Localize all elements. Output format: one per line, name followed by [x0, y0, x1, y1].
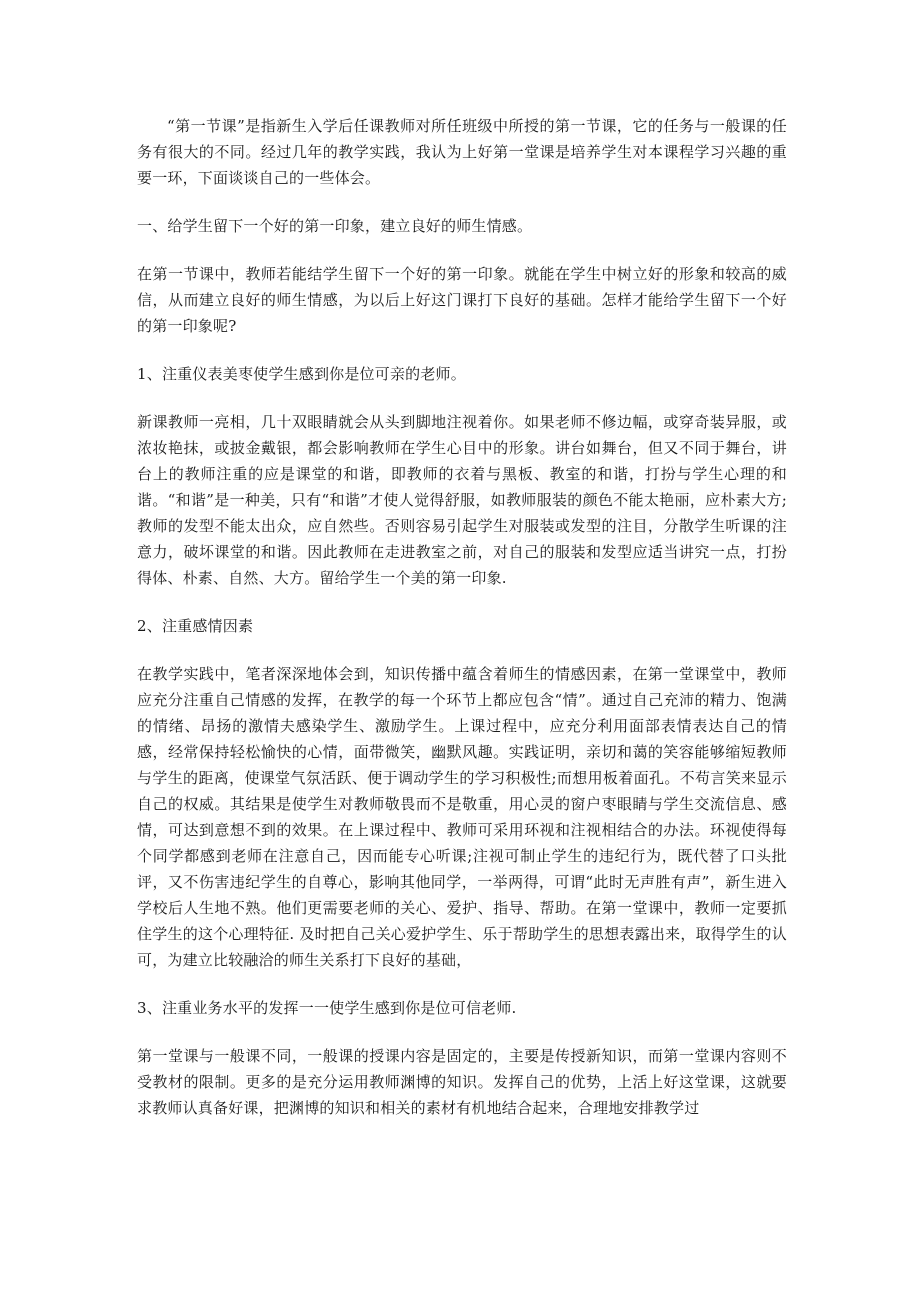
subheading-3: 3、注重业务水平的发挥一一使学生感到你是位可信老师.: [137, 999, 517, 1017]
subheading-2: 2、注重感情因素: [137, 617, 254, 635]
subsection-3-paragraph: 第一堂课与一般课不同，一般课的授课内容是固定的，主要是传授新知识，而第一堂课内容则不受教材的限制。更多的是充分运用教师渊博的知识。发挥自己的优势，上活上好这堂课，这就要求教师认真备好课，把渊博的知识和相关的素材有机地结合起来，合理地安排教学过: [137, 1047, 787, 1117]
subsection-2-paragraph: 在教学实践中，笔者深深地体会到，知识传播中蕴含着师生的情感因素，在第一堂课堂中，教师应充分注重自己情感的发挥，在教学的每一个环节上都应包含“情”。通过自己充沛的精力、饱满的情绪、昂扬的激情夫感染学生、激励学生。上课过程中，应充分利用面部表情表达自己的情感，经常保持轻松愉快的心情，面带微笑，幽默风趣。实践证明，亲切和蔼的笑容能够缩短教师与学生的距离，使课堂气氛活跃、便于调动学生的学习积极性;而想用板着面孔。不苟言笑来显示自己的权威。其结果是使学生对教师敬畏而不是敬重，用心灵的窗户枣眼睛与学生交流信息、感情，可达到意想不到的效果。在上课过程中、教师可采用环视和注视相结合的办法。环视使得每个同学都感到老师在注意自己，因而能专心听课;注视可制止学生的违纪行为，既代替了口头批评，又不伤害违纪学生的自尊心，影响其他同学，一举两得，可谓“此时无声胜有声”，新生进入学校后人生地不熟。他们更需要老师的关心、爱护、指导、帮助。在第一堂课中，教师一定要抓住学生的这个心理特征. 及时把自己关心爱护学生、乐于帮助学生的思想表露出来，取得学生的认可，为建立比较融洽的师生关系打下良好的基础，: [137, 665, 787, 969]
subheading-1: 1、注重仪表美枣使学生感到你是位可亲的老师。: [137, 365, 466, 383]
document-body: [137, 113, 787, 1143]
intro-paragraph: “第一节课”是指新生入学后任课教师对所任班级中所授的第一节课，它的任务与一般课的任务有很大的不同。经过几年的教学实践，我认为上好第一堂课是培养学生对本课程学习兴趣的重要一环，下面谈谈自己的一些体会。: [137, 117, 787, 187]
section-1-paragraph: 在第一节课中，教师若能结学生留下一个好的第一印象。就能在学生中树立好的形象和较高的威信，从而建立良好的师生情感，为以后上好这门课打下良好的基础。怎样才能给学生留下一个好的第一印象呢?: [137, 265, 787, 335]
subsection-1-paragraph: 新课教师一亮相，几十双眼睛就会从头到脚地注视着你。如果老师不修边幅，或穿奇装异服，或浓妆艳抹，或披金戴银，都会影响教师在学生心目中的形象。讲台如舞台，但又不同于舞台，讲台上的教师注重的应是课堂的和谐，即教师的衣着与黑板、教室的和谐，打扮与学生心理的和谐。“和谐”是一种美，只有“和谐”才使人觉得舒服，如教师服装的颜色不能太艳丽，应朴素大方;教师的发型不能太出众，应自然些。否则容易引起学生对服装或发型的注目，分散学生听课的注意力，破坏课堂的和谐。因此教师在走进教室之前，对自己的服装和发型应适当讲究一点，打扮得体、朴素、自然、大方。留给学生一个美的第一印象.: [137, 413, 787, 587]
section-heading-1: 一、给学生留下一个好的第一印象，建立良好的师生情感。: [137, 217, 533, 235]
